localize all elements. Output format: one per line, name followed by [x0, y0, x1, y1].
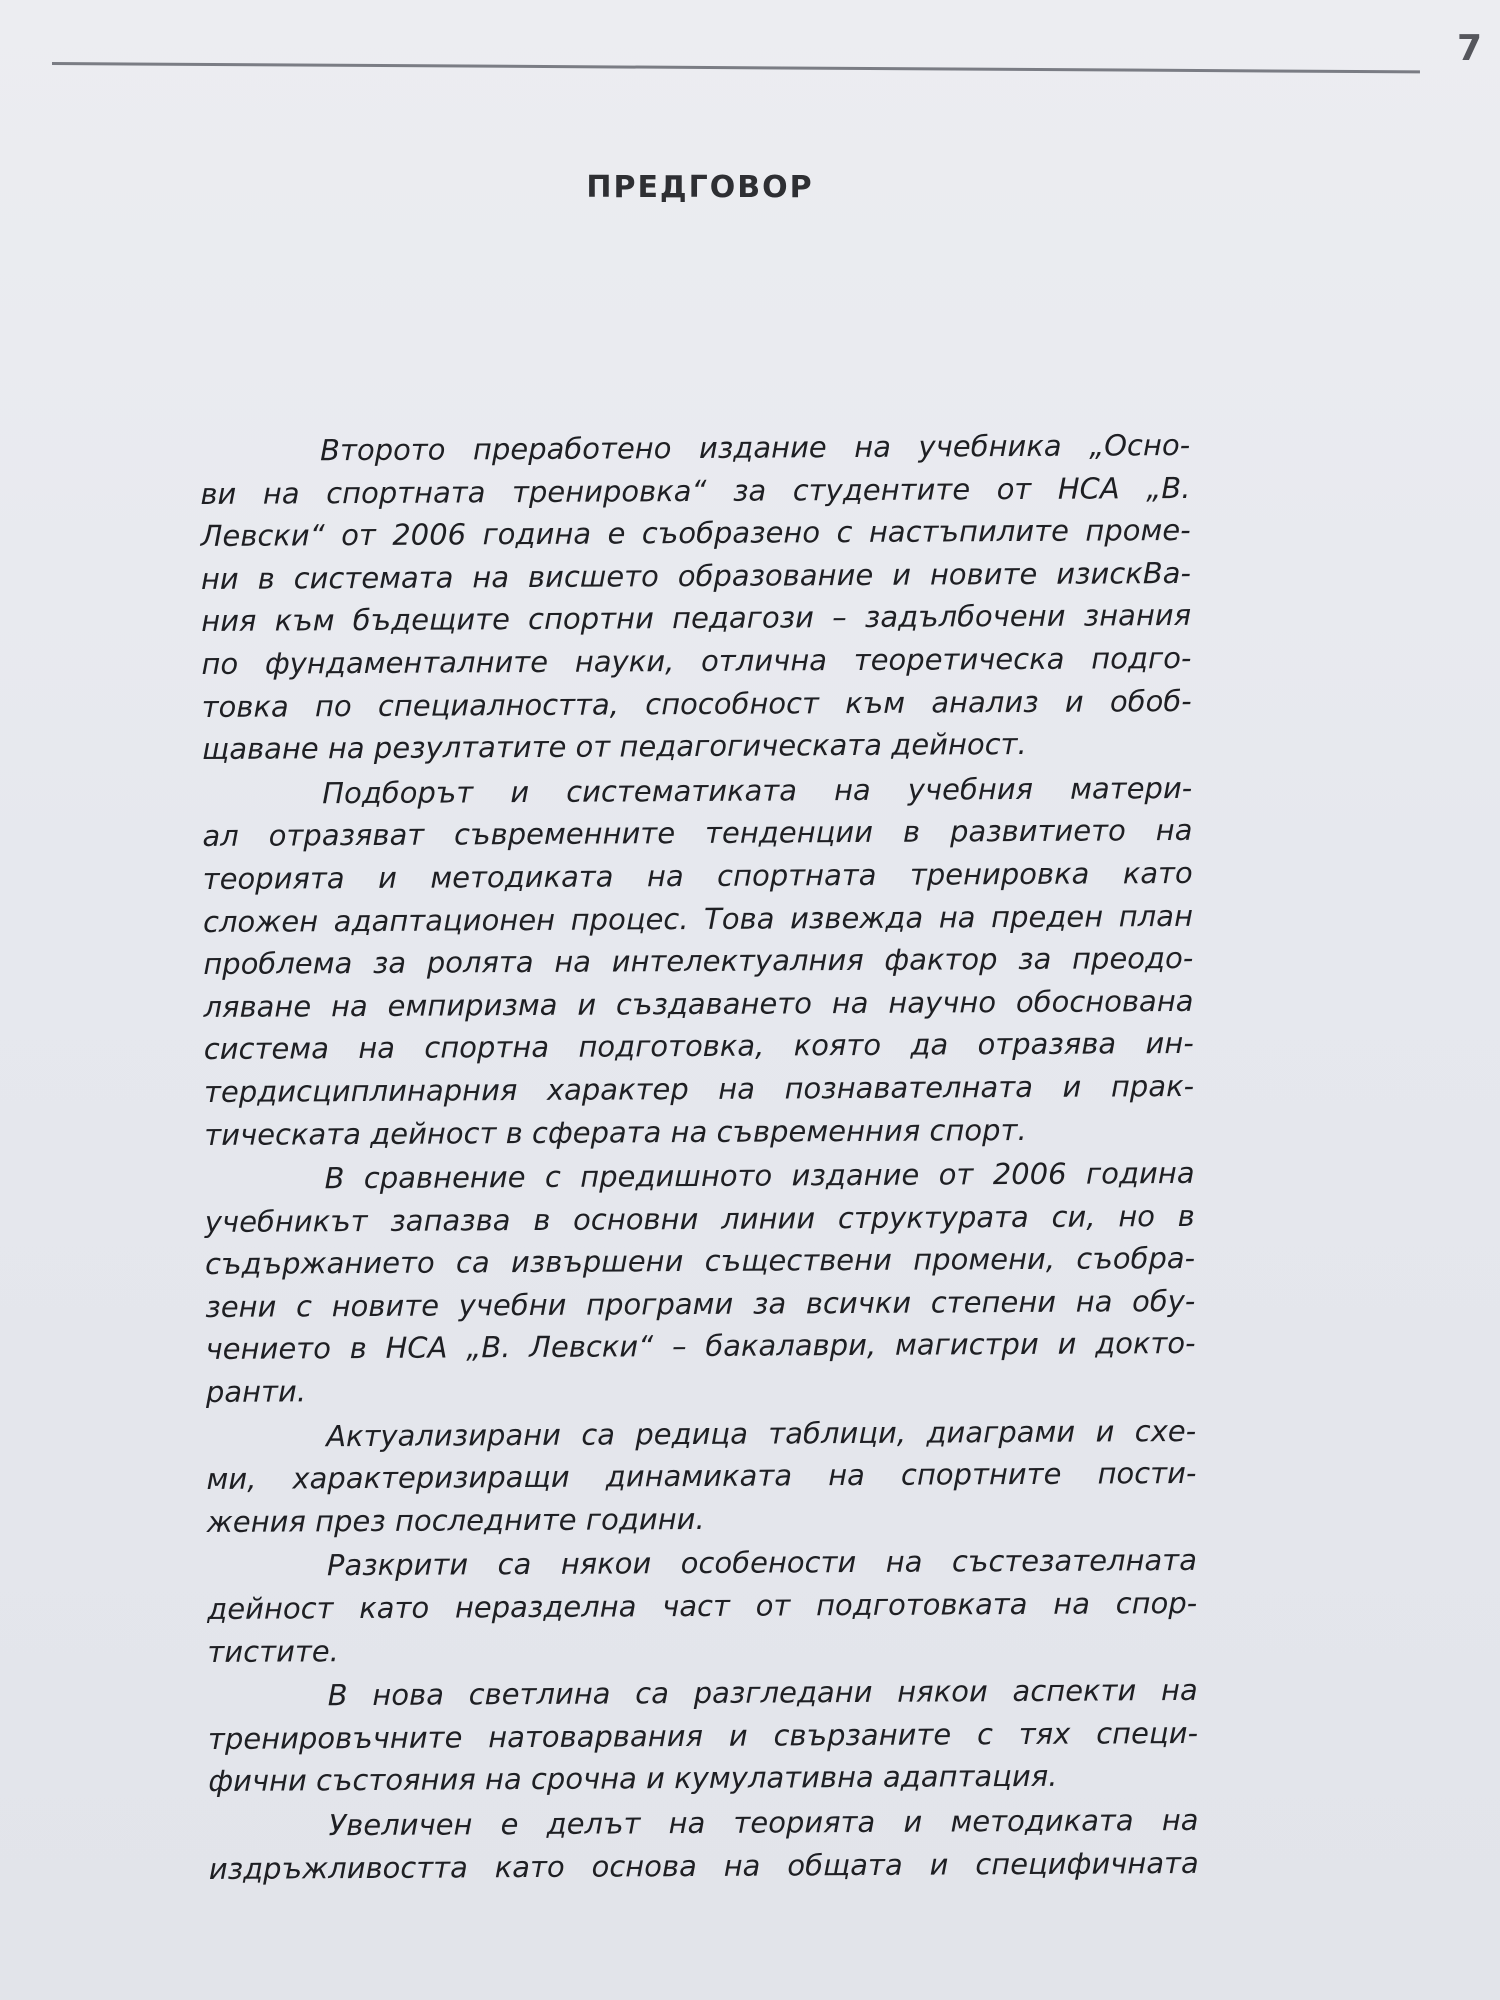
paragraph	[207, 1539, 1198, 1673]
text-line: сложен адаптационен процес. Това извежда на преден план	[202, 898, 1194, 939]
text-line: жения през последните години.	[206, 1501, 705, 1539]
text-line: фични състояния на срочна и кумулативна адаптация.	[208, 1759, 1058, 1799]
text-line: Актуализирани са редица таблици, диаграми и схе-	[326, 1413, 1197, 1453]
paragraph	[200, 424, 1192, 771]
body-text	[200, 424, 1199, 1890]
paragraph	[204, 1152, 1196, 1414]
paragraph	[208, 1669, 1199, 1803]
text-line: Левски“ от 2006 година е съобразено с настъпилите проме-	[200, 513, 1191, 554]
text-line: Увеличен е делът на теорията и методиката на	[328, 1802, 1199, 1843]
text-line: товка по специалността, способност към анализ и обоб-	[201, 683, 1192, 724]
paragraph	[206, 1410, 1197, 1544]
text-line: учебникът запазва в основни линии структурата си, но в	[204, 1198, 1195, 1239]
paragraph	[208, 1799, 1199, 1890]
text-line: тердисциплинарния характер на познавателната и прак-	[203, 1068, 1195, 1109]
text-line: Второто преработено издание на учебника „Осно-	[320, 427, 1191, 468]
text-line: Подборът и систематиката на учебния матери-	[322, 770, 1193, 811]
text-line: зени с новите учебни програми за всички степени на обу-	[205, 1283, 1196, 1324]
chapter-heading: ПРЕДГОВОР	[586, 170, 814, 205]
text-line: В сравнение с предишното издание от 2006 година	[324, 1156, 1195, 1196]
text-line: проблема за ролята на интелектуалния фактор за преодо-	[203, 941, 1194, 982]
header-rule	[52, 62, 1420, 73]
text-line: тистите.	[207, 1633, 339, 1669]
text-line: система на спортна подготовка, която да отразява ин-	[203, 1026, 1194, 1067]
text-line: по фундаменталните науки, отлична теоретическа подго-	[201, 640, 1192, 681]
text-line: ния към бъдещите спортни педагози – задълбочени знания	[201, 598, 1192, 639]
text-line: ми, характеризиращи динамиката на спортните пости-	[206, 1456, 1197, 1497]
text-line: ранти.	[205, 1374, 307, 1410]
text-line: ви на спортната тренировка“ за студентите от НСА „В.	[200, 470, 1191, 511]
text-line: съдържанието са извършени съществени промени, съобра-	[204, 1241, 1196, 1282]
text-line: тическата дейност в сферата на съвременния спорт.	[204, 1112, 1027, 1152]
text-line: Разкрити са някои особености на състезателната	[326, 1543, 1198, 1583]
text-line: чението в НСА „В. Левски“ – бакалаври, магистри и докто-	[205, 1326, 1196, 1367]
page-number: 7	[1456, 28, 1482, 69]
text-line: дейност като неразделна част от подготовката на спор-	[207, 1585, 1198, 1627]
text-line: ляване на емпиризма и създаването на научно обоснована	[203, 983, 1194, 1024]
text-line: щаване на резултатите от педагогическата дейност.	[201, 727, 1027, 767]
paragraph	[202, 767, 1194, 1156]
text-line: ал отразяват съвременните тенденции в развитието на	[202, 813, 1193, 854]
text-line: теорията и методиката на спортната тренировка като	[202, 855, 1193, 896]
text-line: В нова светлина са разгледани някои аспекти на	[327, 1673, 1198, 1713]
text-line: ни в системата на висшето образование и новите изискВа-	[200, 555, 1191, 596]
text-line: издръжливостта като основа на общата и специфичната	[208, 1845, 1199, 1886]
text-line: тренировъчните натоварвания и свързаните с тях специ-	[207, 1715, 1199, 1756]
